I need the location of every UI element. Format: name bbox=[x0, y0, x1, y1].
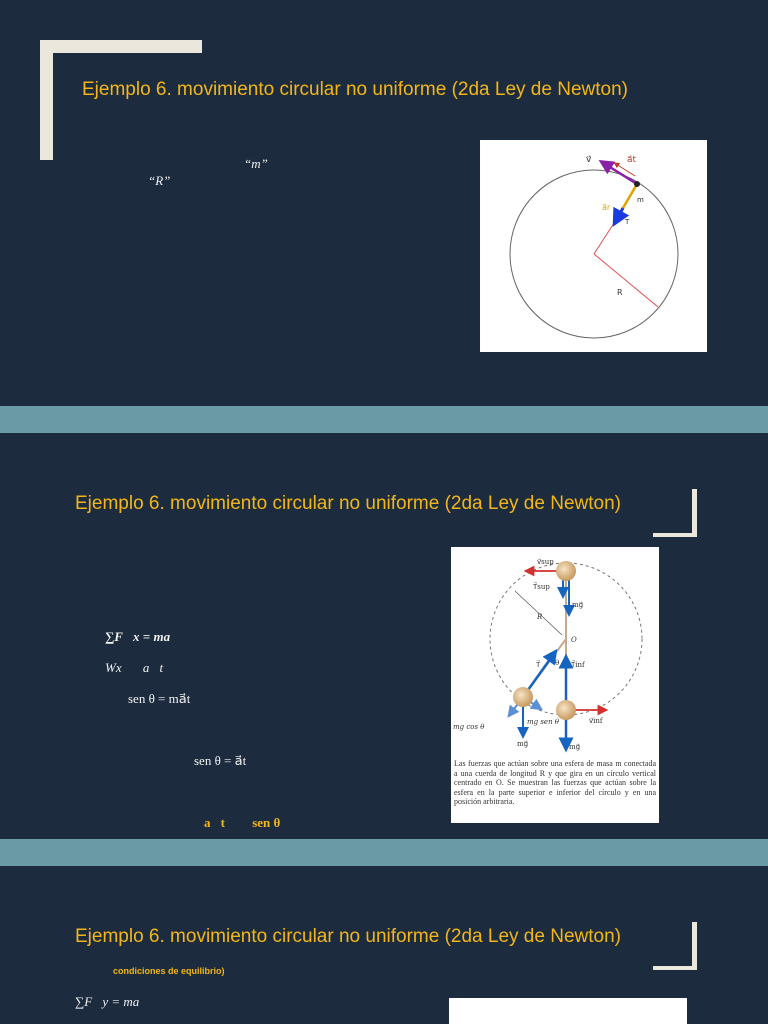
corner-bracket-vertical bbox=[692, 489, 697, 537]
label-mg-cos: mg cos θ bbox=[453, 723, 485, 731]
corner-bracket-horizontal bbox=[653, 533, 697, 537]
corner-bracket-horizontal bbox=[40, 40, 202, 53]
slide-title: Ejemplo 6. movimiento circular no uniforme (2da Ley de Newton) bbox=[75, 926, 621, 947]
label-t: T⃗ bbox=[536, 661, 541, 669]
radial-accel-label: a⃗r bbox=[602, 203, 611, 212]
equation-wx bbox=[105, 660, 163, 676]
equation-wx-label: Wx bbox=[105, 660, 122, 675]
equation-sum-fx-text: ∑F⃗x = ma⃗ bbox=[105, 629, 181, 644]
slide-title: Ejemplo 6. movimiento circular no uniforme (2da Ley de Newton) bbox=[82, 79, 628, 100]
corner-bracket-horizontal bbox=[653, 966, 697, 970]
equation-sum-fx bbox=[105, 629, 180, 645]
tension-label: T bbox=[625, 218, 630, 226]
label-mg-top: mg⃗ bbox=[572, 601, 584, 609]
radius-quote: “R” bbox=[148, 173, 171, 188]
equation-sum-fy: ∑F⃗y = ma⃗ bbox=[75, 994, 150, 1009]
slide-3 bbox=[0, 866, 768, 1024]
mass-dot bbox=[634, 181, 640, 187]
corner-bracket-vertical bbox=[40, 40, 53, 160]
ball-bottom bbox=[556, 700, 576, 720]
figure-caption: Las fuerzas que actúan sobre una esfera de masa m conectada a una cuerda de longitud R y que gira en un círculo vertical centrado en O. Se muestran las fuerzas que actúan sobre la esfera en la parte superior e inferior del círculo y en una posición arbitraria. bbox=[454, 759, 656, 806]
label-r: R bbox=[537, 613, 543, 621]
label-t-inf: T⃗inf bbox=[571, 661, 585, 669]
label-v-inf: v⃗inf bbox=[589, 717, 603, 725]
mass-label: m bbox=[637, 196, 644, 204]
label-o: O bbox=[571, 636, 577, 644]
ball-side bbox=[513, 687, 533, 707]
equation-sen-at: sen θ = a⃗t bbox=[194, 753, 247, 768]
corner-bracket-vertical bbox=[692, 922, 697, 970]
radius-label: R bbox=[617, 288, 623, 297]
circular-motion-diagram bbox=[480, 140, 707, 352]
equation-final-sen: sen θ bbox=[252, 815, 281, 830]
slide-2 bbox=[0, 433, 768, 839]
slide-title: Ejemplo 6. movimiento circular no uniforme (2da Ley de Newton) bbox=[75, 493, 621, 514]
slide-1 bbox=[0, 0, 768, 406]
equation-at-label: a⃗t bbox=[142, 660, 164, 675]
equilibrium-subtitle: condiciones de equilibrio) bbox=[113, 966, 225, 976]
ball-top bbox=[556, 561, 576, 581]
label-mg-sen: mg sen θ bbox=[527, 718, 560, 726]
equation-final bbox=[204, 815, 280, 831]
velocity-label: v⃗ bbox=[586, 155, 592, 165]
tangential-accel-label: a⃗t bbox=[627, 155, 637, 165]
label-mg-left: mg⃗ bbox=[517, 740, 529, 748]
equation-sen-ma: sen θ = ma⃗t bbox=[128, 691, 191, 706]
equation-final-at: a⃗t bbox=[204, 815, 225, 830]
radius-line-1 bbox=[594, 254, 658, 307]
tension-arrow bbox=[617, 208, 623, 219]
label-mg-bottom: mg⃗ bbox=[569, 743, 581, 751]
vertical-circle-figure bbox=[451, 547, 659, 823]
mass-quote: “m” bbox=[244, 156, 268, 171]
label-t-sup: T⃗sup bbox=[533, 583, 550, 591]
partial-figure bbox=[449, 998, 687, 1024]
vertical-circle-diagram bbox=[451, 547, 659, 757]
circle-figure bbox=[480, 140, 707, 352]
label-theta: θ bbox=[555, 659, 560, 667]
radius-line-2 bbox=[594, 220, 616, 254]
label-v-sup: v⃗sup bbox=[537, 558, 554, 566]
